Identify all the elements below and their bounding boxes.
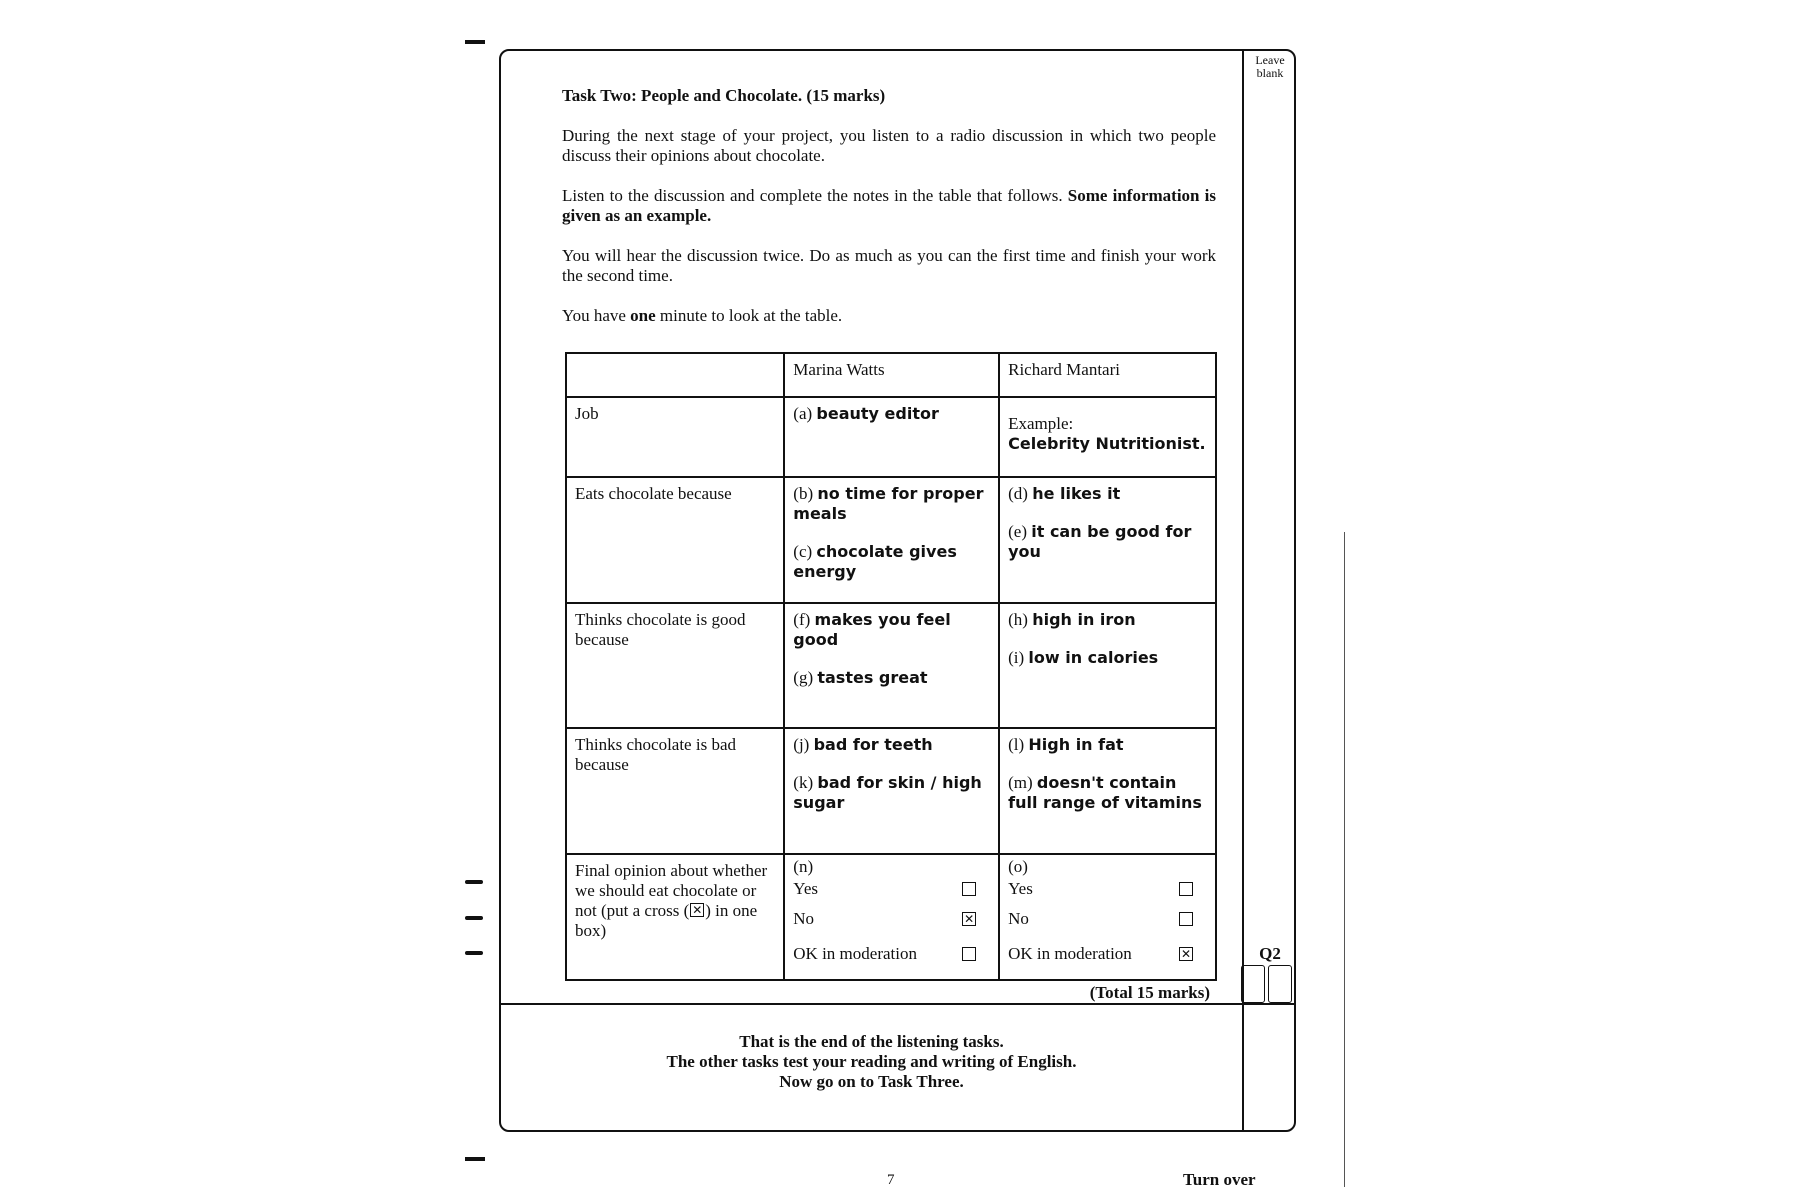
page-number: 7 <box>887 1172 895 1188</box>
instruction-bold-text: Some information is given as an example. <box>562 186 1216 225</box>
final-opinion-text: Final opinion about whether we should eat chocolate or not (put a cross ( <box>575 861 768 920</box>
answer-id: (d) <box>1008 484 1028 503</box>
answer-item <box>793 542 990 582</box>
checkbox[interactable] <box>962 882 976 896</box>
instruction-text: minute to look at the table. <box>659 306 843 325</box>
option-yes <box>1008 877 1207 901</box>
answer-id: (n) <box>793 857 814 876</box>
leave-blank-label: Leave blank <box>1255 53 1285 80</box>
option-moderation <box>793 936 990 971</box>
checkbox-checked[interactable] <box>962 912 976 926</box>
option-label: No <box>793 908 815 928</box>
final-opinion-text: ) in one box) <box>575 901 758 940</box>
handwritten-answer: Celebrity Nutritionist. <box>1008 434 1206 453</box>
option-yes <box>793 877 990 901</box>
task-title: Task Two: People and Chocolate. (15 marks) <box>562 86 886 105</box>
checkbox[interactable] <box>962 947 976 961</box>
mark-box <box>1241 965 1265 1003</box>
task-instructions <box>562 86 1216 346</box>
registration-mark <box>465 880 483 884</box>
answer-cell <box>784 603 999 728</box>
table-row <box>566 603 1216 728</box>
option-moderation <box>1008 936 1207 971</box>
notice-line: The other tasks test your reading and writing of English. <box>666 1052 1077 1071</box>
answer-item <box>1008 648 1207 668</box>
instruction-bold-text: one <box>630 306 656 325</box>
answer-cell <box>999 603 1216 728</box>
option-label: Yes <box>793 879 819 898</box>
answer-id: (e) <box>1008 522 1027 541</box>
handwritten-answer: makes you feel good <box>793 610 951 649</box>
notice-line: Now go on to Task Three. <box>779 1072 964 1091</box>
answer-item <box>1008 773 1207 813</box>
handwritten-answer: High in fat <box>1028 735 1124 754</box>
total-marks: (Total 15 marks) <box>1089 983 1210 1002</box>
instruction-text: Listen to the discussion and complete the notes in the table that follows. <box>562 186 1063 205</box>
answer-cell <box>784 397 999 477</box>
answer-id: (h) <box>1008 610 1028 629</box>
checkbox[interactable] <box>1179 912 1193 926</box>
handwritten-answer: low in calories <box>1028 648 1159 667</box>
table-row <box>566 477 1216 603</box>
row-label <box>566 854 784 980</box>
registration-mark <box>465 1157 485 1161</box>
handwritten-answer: beauty editor <box>816 404 939 423</box>
answer-cell <box>784 728 999 854</box>
handwritten-answer: bad for teeth <box>813 735 933 754</box>
answer-cell <box>999 854 1216 980</box>
answer-id: (g) <box>793 668 814 687</box>
answer-item <box>793 668 990 688</box>
checkbox-checked[interactable] <box>1179 947 1193 961</box>
answer-item <box>1008 735 1207 755</box>
handwritten-answer: bad for skin / high sugar <box>793 773 982 812</box>
instruction-paragraph: You will hear the discussion twice. Do as much as you can the first time and finish your work the second time. <box>562 246 1216 285</box>
answer-cell <box>999 728 1216 854</box>
registration-mark <box>465 916 483 920</box>
registration-mark <box>465 40 485 44</box>
answer-id: (c) <box>793 542 813 561</box>
option-no <box>793 901 990 936</box>
answer-item <box>793 773 990 813</box>
table-header-cell: Richard Mantari <box>999 353 1216 397</box>
answer-id: (j) <box>793 735 810 754</box>
table-row <box>566 728 1216 854</box>
answer-cell <box>784 854 999 980</box>
handwritten-answer: he likes it <box>1032 484 1121 503</box>
table-row-final-opinion <box>566 854 1216 980</box>
end-of-listening-notice <box>499 1032 1244 1092</box>
table-header-cell: Marina Watts <box>784 353 999 397</box>
table-row <box>566 397 1216 477</box>
answer-id: (i) <box>1008 648 1025 667</box>
answer-id: (b) <box>793 484 814 503</box>
question-label: Q2 <box>1259 944 1281 963</box>
answer-id: (o) <box>1008 857 1028 876</box>
row-label: Job <box>566 397 784 477</box>
answer-id: (k) <box>793 773 814 792</box>
row-label: Thinks chocolate is good because <box>566 603 784 728</box>
answer-cell <box>784 477 999 603</box>
notes-table <box>565 352 1217 981</box>
table-header-row <box>566 353 1216 397</box>
option-label: No <box>1008 908 1029 928</box>
answer-item <box>793 484 990 524</box>
instruction-paragraph: During the next stage of your project, you listen to a radio discussion in which two people discuss their opinions about chocolate. <box>562 126 1216 165</box>
handwritten-answer: tastes great <box>817 668 928 687</box>
option-label: Yes <box>1008 879 1033 898</box>
instruction-paragraph <box>562 186 1216 226</box>
crossed-box-icon <box>690 903 704 917</box>
turn-over-label: Turn over <box>1183 1170 1256 1189</box>
handwritten-answer: it can be good for you <box>1008 522 1192 561</box>
instruction-paragraph <box>562 306 1216 326</box>
notice-line: That is the end of the listening tasks. <box>739 1032 1004 1051</box>
answer-cell <box>999 477 1216 603</box>
instruction-text: You have <box>562 306 626 325</box>
row-label: Thinks chocolate is bad because <box>566 728 784 854</box>
mark-box <box>1268 965 1292 1003</box>
section-divider <box>499 1003 1296 1005</box>
answer-id: (l) <box>1008 735 1025 754</box>
checkbox[interactable] <box>1179 882 1193 896</box>
answer-id: (a) <box>793 404 813 423</box>
answer-cell <box>999 397 1216 477</box>
registration-mark <box>465 951 483 955</box>
answer-item <box>1008 610 1207 630</box>
handwritten-answer: high in iron <box>1032 610 1136 629</box>
answer-item <box>793 610 990 650</box>
answer-item <box>793 735 990 755</box>
answer-item <box>793 404 990 424</box>
answer-item <box>1008 484 1207 504</box>
answer-id: (f) <box>793 610 811 629</box>
option-no <box>1008 901 1207 936</box>
option-label: OK in moderation <box>793 943 917 963</box>
row-label: Eats chocolate because <box>566 477 784 603</box>
answer-id: (m) <box>1008 773 1033 792</box>
handwritten-answer: doesn't contain full range of vitamins <box>1008 773 1202 812</box>
table-header-cell <box>566 353 784 397</box>
answer-item <box>1008 522 1207 562</box>
option-label: OK in moderation <box>1008 943 1132 963</box>
handwritten-answer: chocolate gives energy <box>793 542 957 581</box>
handwritten-answer: no time for proper meals <box>793 484 984 523</box>
example-label: Example: <box>1008 414 1074 433</box>
page-edge-line <box>1344 532 1345 1187</box>
